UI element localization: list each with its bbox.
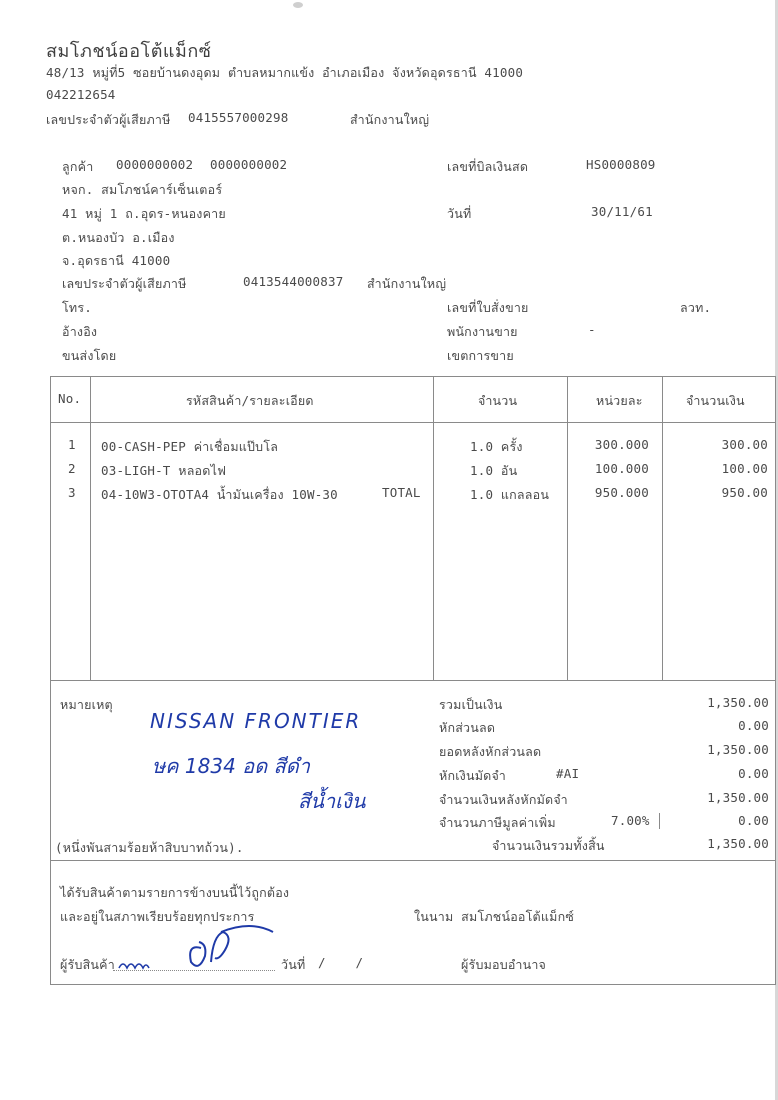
- customer-address-3: จ.อุดรธานี 41000: [62, 253, 171, 268]
- receiver-signature: [115, 918, 285, 978]
- row-3-extra: TOTAL: [382, 485, 421, 500]
- bill-no-label: เลขที่บิลเงินสด: [447, 159, 529, 174]
- header-description: รหัสสินค้า/รายละเอียด: [186, 393, 314, 408]
- customer-address-1: 41 หมู่ 1 ถ.อุดร-หนองคาย: [62, 206, 226, 221]
- received-text-2: และอยู่ในสภาพเรียบร้อยทุกประการ: [60, 909, 255, 924]
- discount-label: หักส่วนลด: [439, 720, 496, 735]
- after-deposit-value: 1,350.00: [707, 790, 769, 805]
- sales-person-value: -: [588, 322, 596, 337]
- row-1-qty: 1.0 ครั้ง: [470, 439, 523, 454]
- row-2-qty: 1.0 อัน: [470, 463, 518, 478]
- customer-phone-label: โทร.: [62, 300, 92, 315]
- customer-label: ลูกค้า: [62, 159, 94, 174]
- deposit-value: 0.00: [738, 766, 769, 781]
- grand-total-label: จำนวนเงินรวมทั้งสิ้น: [492, 838, 605, 853]
- received-text-1: ได้รับสินค้าตามรายการข้างบนนี้ไว้ถูกต้อง: [60, 885, 290, 900]
- amount-in-words: (หนึ่งพันสามร้อยห้าสิบบาทถ้วน).: [55, 840, 244, 855]
- handwritten-plate: ษค 1834 อด สีดำ: [152, 754, 310, 778]
- receive-date-value: / /: [318, 955, 364, 970]
- vat-divider: [659, 813, 660, 829]
- company-tax-id-label: เลขประจำตัวผู้เสียภาษี: [46, 112, 171, 127]
- header-qty: จำนวน: [478, 393, 518, 408]
- order-no-value: ลวท.: [680, 300, 712, 315]
- vat-rate: 7.00%: [611, 813, 650, 828]
- company-address: 48/13 หมู่ที่5 ซอยบ้านดงอุดม ตำบลหมากแข้ง อำเภอเมือง จังหวัดอุดรธานี 41000: [46, 65, 524, 80]
- row-3-unit-price: 950.000: [594, 485, 649, 500]
- handwritten-car-model: NISSAN FRONTIER: [150, 709, 362, 733]
- company-tax-id: 0415557000298: [188, 110, 289, 125]
- row-3-no: 3: [68, 485, 76, 500]
- sales-area-label: เขตการขาย: [447, 348, 514, 363]
- receiver-label: ผู้รับสินค้า: [60, 957, 115, 972]
- col-divider-unit: [662, 376, 663, 681]
- punch-mark: [293, 2, 303, 8]
- bill-no: HS0000809: [586, 157, 656, 172]
- col-divider-qty: [567, 376, 568, 681]
- order-no-label: เลขที่ใบสั่งขาย: [447, 300, 529, 315]
- vat-value: 0.00: [738, 813, 769, 828]
- row-3-qty: 1.0 แกลลอน: [470, 487, 550, 502]
- row-3-amount: 950.00: [721, 485, 768, 500]
- row-1-unit-price: 300.000: [594, 437, 649, 452]
- company-phone: 042212654: [46, 87, 116, 102]
- items-header-divider: [50, 422, 776, 423]
- after-discount-label: ยอดหลังหักส่วนลด: [439, 744, 542, 759]
- company-name: สมโภชน์ออโต้แม็กซ์: [46, 41, 212, 62]
- customer-code-2: 0000000002: [210, 157, 288, 172]
- customer-tax-id: 0413544000837: [243, 274, 344, 289]
- header-no: No.: [58, 391, 82, 406]
- customer-address-2: ต.หนองบัว อ.เมือง: [62, 230, 175, 245]
- bill-date: 30/11/61: [591, 204, 653, 219]
- handwritten-color-note: สีน้ำเงิน: [298, 789, 366, 813]
- header-amount: จำนวนเงิน: [686, 393, 745, 408]
- sales-person-label: พนักงานขาย: [447, 324, 518, 339]
- customer-branch: สำนักงานใหญ่: [367, 276, 447, 291]
- company-branch: สำนักงานใหญ่: [350, 112, 430, 127]
- after-deposit-label: จำนวนเงินหลังหักมัดจำ: [439, 792, 568, 807]
- subtotal-value: 1,350.00: [707, 695, 769, 710]
- row-1-no: 1: [68, 437, 76, 452]
- customer-code-1: 0000000002: [116, 157, 194, 172]
- row-1-description: 00-CASH-PEP ค่าเชื่อมแป๊บโล: [101, 439, 279, 454]
- vat-label: จำนวนภาษีมูลค่าเพิ่ม: [439, 815, 556, 830]
- grand-total-value: 1,350.00: [707, 836, 769, 851]
- deposit-code: #AI: [556, 766, 580, 781]
- on-behalf-text: ในนาม สมโภชน์ออโต้แม็กซ์: [414, 909, 575, 924]
- discount-value: 0.00: [738, 718, 769, 733]
- customer-tax-id-label: เลขประจำตัวผู้เสียภาษี: [62, 276, 187, 291]
- receive-date-label: วันที่: [281, 957, 306, 972]
- row-2-unit-price: 100.000: [594, 461, 649, 476]
- deposit-label: หักเงินมัดจำ: [439, 768, 507, 783]
- header-unit-price: หน่วยละ: [596, 393, 643, 408]
- authorized-label: ผู้รับมอบอำนาจ: [461, 957, 547, 972]
- row-2-description: 03-LIGH-T หลอดไฟ: [101, 463, 227, 478]
- subtotal-label: รวมเป็นเงิน: [439, 697, 503, 712]
- after-discount-value: 1,350.00: [707, 742, 769, 757]
- row-1-amount: 300.00: [721, 437, 768, 452]
- bill-date-label: วันที่: [447, 206, 472, 221]
- col-divider-desc: [433, 376, 434, 681]
- row-3-description: 04-10W3-OTOTA4 น้ำมันเครื่อง 10W-30: [101, 487, 338, 502]
- row-2-no: 2: [68, 461, 76, 476]
- col-divider-no: [90, 376, 91, 681]
- row-2-amount: 100.00: [721, 461, 768, 476]
- customer-ship-label: ขนส่งโดย: [62, 348, 117, 363]
- customer-ref-label: อ้างอิง: [62, 324, 98, 339]
- customer-name: หจก. สมโภชน์คาร์เซ็นเตอร์: [62, 182, 223, 197]
- remark-label: หมายเหตุ: [60, 697, 113, 712]
